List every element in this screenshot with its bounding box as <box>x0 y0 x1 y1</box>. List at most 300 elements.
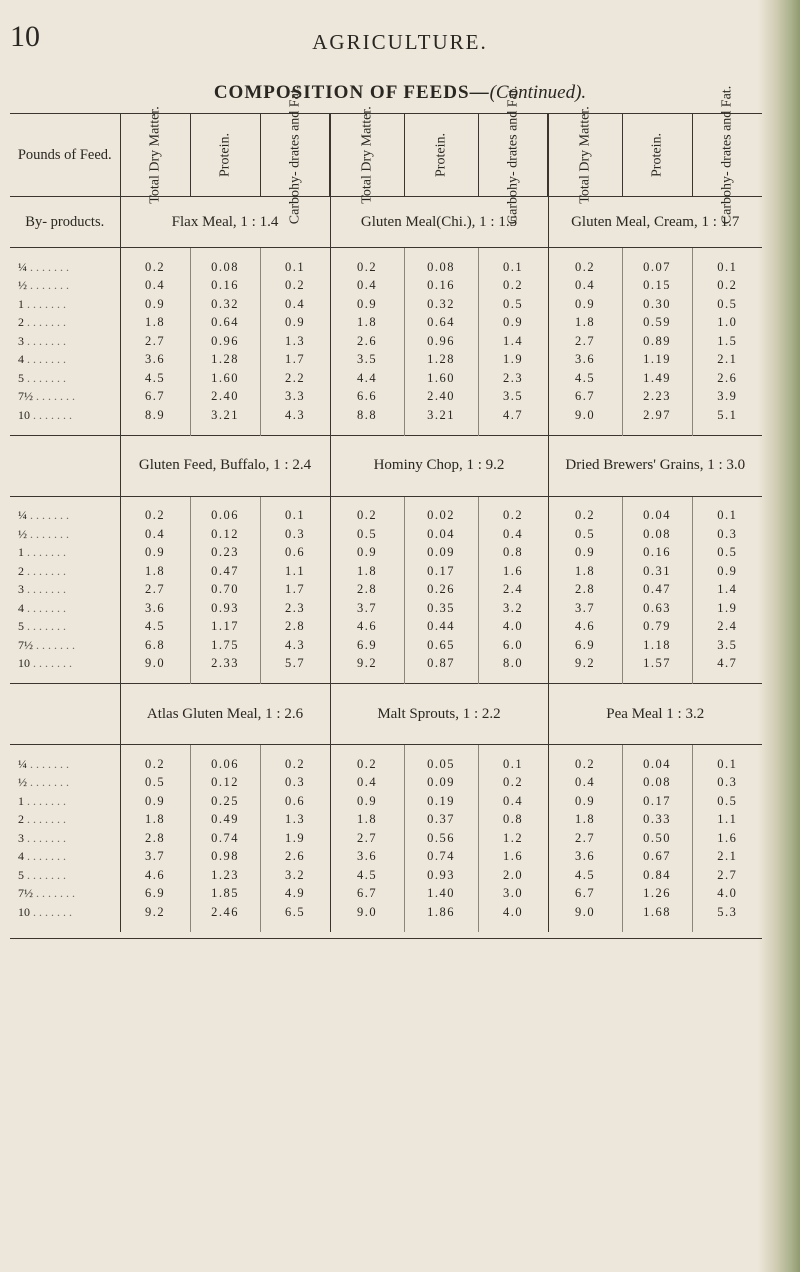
carbohydrates-cell: 0.1 <box>692 258 762 277</box>
table-row <box>10 655 762 674</box>
table-row <box>10 351 762 370</box>
carbohydrates-cell: 3.9 <box>692 388 762 407</box>
carbohydrates-cell: 2.2 <box>260 369 330 388</box>
pounds-label: 5 . . . . . . . <box>18 370 66 385</box>
dry-matter-cell: 0.2 <box>548 258 622 277</box>
table-row <box>10 618 762 637</box>
carbohydrates-cell: 3.3 <box>260 388 330 407</box>
carbohydrates-header: Carbohy- drates and Fat. <box>260 114 330 197</box>
dry-matter-cell: 9.0 <box>330 903 404 922</box>
carbohydrates-cell: 4.7 <box>692 655 762 674</box>
carbohydrates-cell: 0.5 <box>478 295 548 314</box>
protein-cell: 0.19 <box>404 792 478 811</box>
protein-cell: 2.46 <box>190 903 260 922</box>
table-row <box>10 636 762 655</box>
carbohydrates-cell: 3.2 <box>478 599 548 618</box>
carbohydrates-cell: 4.9 <box>260 885 330 904</box>
carbohydrates-cell: 0.3 <box>260 525 330 544</box>
protein-cell: 0.17 <box>622 792 692 811</box>
carbohydrates-cell: 2.4 <box>478 581 548 600</box>
table-row <box>10 848 762 867</box>
pounds-label: ¼ . . . . . . . <box>18 508 69 523</box>
running-head: AGRICULTURE. <box>312 30 488 54</box>
carbohydrates-cell: 1.1 <box>260 562 330 581</box>
page-edge <box>758 0 800 1272</box>
protein-cell: 0.50 <box>622 829 692 848</box>
dry-matter-cell: 6.6 <box>330 388 404 407</box>
dry-matter-cell: 3.6 <box>120 351 190 370</box>
protein-cell: 0.32 <box>404 295 478 314</box>
dry-matter-cell: 9.2 <box>548 655 622 674</box>
carbohydrates-cell: 4.0 <box>692 885 762 904</box>
protein-cell: 0.31 <box>622 562 692 581</box>
carbohydrates-cell: 2.6 <box>260 848 330 867</box>
dry-matter-cell: 3.6 <box>548 848 622 867</box>
dry-matter-cell: 9.2 <box>330 655 404 674</box>
protein-cell: 1.60 <box>190 369 260 388</box>
dry-matter-cell: 9.0 <box>548 903 622 922</box>
protein-cell: 1.40 <box>404 885 478 904</box>
dry-matter-cell: 4.5 <box>120 369 190 388</box>
pounds-label: 7½ . . . . . . . <box>18 389 75 404</box>
feed-name: Gluten Feed, Buffalo, 1 : 2.4 <box>120 435 330 496</box>
protein-cell: 0.87 <box>404 655 478 674</box>
carbohydrates-cell: 1.6 <box>478 562 548 581</box>
carbohydrates-cell: 0.4 <box>478 792 548 811</box>
protein-cell: 0.02 <box>404 507 478 526</box>
carbohydrates-cell: 0.1 <box>478 755 548 774</box>
carbohydrates-cell: 0.9 <box>260 314 330 333</box>
dry-matter-cell: 3.7 <box>548 599 622 618</box>
dry-matter-header: Total Dry Matter. <box>548 114 622 197</box>
dry-matter-cell: 1.8 <box>330 314 404 333</box>
protein-cell: 1.60 <box>404 369 478 388</box>
dry-matter-cell: 3.7 <box>120 848 190 867</box>
table-row <box>10 581 762 600</box>
dry-matter-cell: 2.7 <box>548 332 622 351</box>
carbohydrates-cell: 0.6 <box>260 544 330 563</box>
carbohydrates-cell: 6.0 <box>478 636 548 655</box>
dry-matter-cell: 1.8 <box>120 562 190 581</box>
dry-matter-cell: 0.4 <box>120 525 190 544</box>
pounds-label: ½ . . . . . . . <box>18 526 69 541</box>
dry-matter-cell: 1.8 <box>330 811 404 830</box>
pounds-label: ½ . . . . . . . <box>18 278 69 293</box>
protein-cell: 1.85 <box>190 885 260 904</box>
dry-matter-cell: 0.2 <box>120 258 190 277</box>
protein-cell: 0.93 <box>404 866 478 885</box>
dry-matter-cell: 8.9 <box>120 406 190 425</box>
carbohydrates-cell: 5.3 <box>692 903 762 922</box>
protein-cell: 0.84 <box>622 866 692 885</box>
carbohydrates-cell: 2.7 <box>692 866 762 885</box>
carbohydrates-cell: 0.2 <box>260 755 330 774</box>
table-row <box>10 885 762 904</box>
table-row <box>10 369 762 388</box>
carbohydrates-cell: 5.1 <box>692 406 762 425</box>
protein-cell: 1.86 <box>404 903 478 922</box>
dry-matter-cell: 0.4 <box>548 774 622 793</box>
dry-matter-cell: 4.5 <box>120 618 190 637</box>
feed-name: Hominy Chop, 1 : 9.2 <box>330 435 548 496</box>
dry-matter-cell: 1.8 <box>548 562 622 581</box>
table-row <box>10 406 762 425</box>
dry-matter-cell: 0.4 <box>120 277 190 296</box>
pounds-label: 1 . . . . . . . <box>18 296 66 311</box>
protein-cell: 2.40 <box>190 388 260 407</box>
dry-matter-cell: 0.9 <box>330 544 404 563</box>
carbohydrates-cell: 0.6 <box>260 792 330 811</box>
pounds-label: 4 . . . . . . . <box>18 352 66 367</box>
carbohydrates-header: Carbohy- drates and Fat. <box>692 114 762 197</box>
dry-matter-cell: 0.9 <box>120 295 190 314</box>
dry-matter-cell: 0.5 <box>120 774 190 793</box>
table-row <box>10 277 762 296</box>
carbohydrates-cell: 4.0 <box>478 618 548 637</box>
protein-cell: 0.07 <box>622 258 692 277</box>
carbohydrates-cell: 1.4 <box>692 581 762 600</box>
protein-cell: 1.28 <box>404 351 478 370</box>
title-main: COMPOSITION OF FEEDS <box>213 82 470 103</box>
pounds-label: 1 . . . . . . . <box>18 793 66 808</box>
protein-cell: 0.16 <box>190 277 260 296</box>
protein-cell: 2.33 <box>190 655 260 674</box>
section-label: By- products. <box>10 197 120 248</box>
dry-matter-cell: 0.9 <box>548 792 622 811</box>
protein-cell: 0.16 <box>622 544 692 563</box>
protein-cell: 2.97 <box>622 406 692 425</box>
carbohydrates-cell: 0.3 <box>692 774 762 793</box>
carbohydrates-cell: 1.5 <box>692 332 762 351</box>
protein-cell: 0.70 <box>190 581 260 600</box>
protein-cell: 0.64 <box>404 314 478 333</box>
carbohydrates-cell: 5.7 <box>260 655 330 674</box>
protein-cell: 0.09 <box>404 774 478 793</box>
dry-matter-cell: 9.2 <box>120 903 190 922</box>
protein-header: Protein. <box>190 114 260 197</box>
dry-matter-cell: 0.2 <box>330 507 404 526</box>
pounds-label: 2 . . . . . . . <box>18 563 66 578</box>
carbohydrates-cell: 4.3 <box>260 636 330 655</box>
protein-cell: 3.21 <box>190 406 260 425</box>
protein-cell: 0.93 <box>190 599 260 618</box>
dry-matter-cell: 6.7 <box>548 885 622 904</box>
feed-name: Gluten Meal(Chi.), 1 : 1.5 <box>330 197 548 248</box>
dry-matter-cell: 6.9 <box>120 885 190 904</box>
protein-cell: 0.74 <box>190 829 260 848</box>
dry-matter-cell: 2.7 <box>548 829 622 848</box>
dry-matter-cell: 0.9 <box>330 295 404 314</box>
carbohydrates-cell: 1.6 <box>692 829 762 848</box>
dry-matter-cell: 2.7 <box>330 829 404 848</box>
table-row <box>10 829 762 848</box>
dry-matter-cell: 2.8 <box>548 581 622 600</box>
table-row <box>10 903 762 922</box>
protein-cell: 0.63 <box>622 599 692 618</box>
protein-cell: 0.47 <box>190 562 260 581</box>
protein-cell: 0.06 <box>190 507 260 526</box>
title-suffix: (Continued). <box>489 82 587 103</box>
protein-cell: 0.96 <box>190 332 260 351</box>
carbohydrates-header: Carbohy- drates and Fat. <box>478 114 548 197</box>
protein-cell: 0.37 <box>404 811 478 830</box>
carbohydrates-cell: 2.8 <box>260 618 330 637</box>
protein-cell: 0.96 <box>404 332 478 351</box>
protein-cell: 2.23 <box>622 388 692 407</box>
carbohydrates-cell: 1.9 <box>260 829 330 848</box>
protein-cell: 0.09 <box>404 544 478 563</box>
table-row <box>10 295 762 314</box>
dry-matter-cell: 0.9 <box>120 544 190 563</box>
dry-matter-cell: 6.9 <box>330 636 404 655</box>
carbohydrates-cell: 0.4 <box>478 525 548 544</box>
dry-matter-cell: 4.6 <box>548 618 622 637</box>
carbohydrates-cell: 1.9 <box>692 599 762 618</box>
protein-cell: 0.04 <box>404 525 478 544</box>
carbohydrates-cell: 2.6 <box>692 369 762 388</box>
protein-cell: 0.67 <box>622 848 692 867</box>
section-label <box>10 684 120 745</box>
protein-cell: 0.33 <box>622 811 692 830</box>
dry-matter-cell: 6.7 <box>120 388 190 407</box>
dry-matter-header: Total Dry Matter. <box>330 114 404 197</box>
dry-matter-cell: 0.9 <box>330 792 404 811</box>
carbohydrates-cell: 0.1 <box>478 258 548 277</box>
protein-cell: 0.59 <box>622 314 692 333</box>
feed-names-row <box>10 197 762 248</box>
carbohydrates-cell: 0.9 <box>478 314 548 333</box>
carbohydrates-cell: 1.3 <box>260 332 330 351</box>
table-row <box>10 599 762 618</box>
protein-cell: 0.26 <box>404 581 478 600</box>
protein-header: Protein. <box>622 114 692 197</box>
carbohydrates-cell: 1.0 <box>692 314 762 333</box>
table-row <box>10 755 762 774</box>
protein-cell: 0.04 <box>622 755 692 774</box>
pounds-label: ¼ . . . . . . . <box>18 756 69 771</box>
table-title: COMPOSITION OF FEEDS—(Continued). <box>213 82 587 103</box>
dry-matter-cell: 2.8 <box>120 829 190 848</box>
table-row <box>10 544 762 563</box>
dry-matter-cell: 6.8 <box>120 636 190 655</box>
protein-cell: 0.49 <box>190 811 260 830</box>
dry-matter-cell: 0.5 <box>548 525 622 544</box>
pounds-label: 10 . . . . . . . <box>18 656 72 671</box>
feed-names-row <box>10 435 762 496</box>
carbohydrates-cell: 0.2 <box>692 277 762 296</box>
carbohydrates-cell: 2.0 <box>478 866 548 885</box>
carbohydrates-cell: 0.3 <box>692 525 762 544</box>
protein-cell: 0.23 <box>190 544 260 563</box>
dry-matter-cell: 0.9 <box>548 295 622 314</box>
carbohydrates-cell: 1.7 <box>260 581 330 600</box>
dry-matter-cell: 0.4 <box>548 277 622 296</box>
dry-matter-cell: 0.2 <box>548 755 622 774</box>
carbohydrates-cell: 3.5 <box>478 388 548 407</box>
protein-cell: 0.17 <box>404 562 478 581</box>
pounds-label: 10 . . . . . . . <box>18 407 72 422</box>
carbohydrates-cell: 0.2 <box>478 774 548 793</box>
pounds-label: 5 . . . . . . . <box>18 867 66 882</box>
protein-cell: 1.75 <box>190 636 260 655</box>
pounds-label: ¼ . . . . . . . <box>18 259 69 274</box>
feed-names-row <box>10 684 762 745</box>
dry-matter-cell: 6.7 <box>548 388 622 407</box>
dry-matter-cell: 0.2 <box>120 507 190 526</box>
carbohydrates-cell: 2.3 <box>260 599 330 618</box>
carbohydrates-cell: 0.5 <box>692 295 762 314</box>
pounds-label: 3 . . . . . . . <box>18 830 66 845</box>
table-row <box>10 258 762 277</box>
table-row <box>10 866 762 885</box>
protein-cell: 0.05 <box>404 755 478 774</box>
carbohydrates-cell: 2.4 <box>692 618 762 637</box>
carbohydrates-cell: 0.3 <box>260 774 330 793</box>
pounds-label: 7½ . . . . . . . <box>18 886 75 901</box>
protein-cell: 0.08 <box>190 258 260 277</box>
pounds-of-feed-header: Pounds of Feed. <box>10 114 120 197</box>
protein-cell: 1.49 <box>622 369 692 388</box>
protein-cell: 0.08 <box>622 525 692 544</box>
protein-header: Protein. <box>404 114 478 197</box>
feed-name: Flax Meal, 1 : 1.4 <box>120 197 330 248</box>
protein-cell: 3.21 <box>404 406 478 425</box>
carbohydrates-cell: 4.7 <box>478 406 548 425</box>
feed-name: Atlas Gluten Meal, 1 : 2.6 <box>120 684 330 745</box>
dry-matter-cell: 2.7 <box>120 332 190 351</box>
protein-cell: 0.15 <box>622 277 692 296</box>
pounds-label: 4 . . . . . . . <box>18 849 66 864</box>
pounds-label: 4 . . . . . . . <box>18 600 66 615</box>
carbohydrates-cell: 4.0 <box>478 903 548 922</box>
pounds-label: 3 . . . . . . . <box>18 333 66 348</box>
dry-matter-cell: 1.8 <box>120 811 190 830</box>
carbohydrates-cell: 0.5 <box>692 792 762 811</box>
protein-cell: 1.57 <box>622 655 692 674</box>
page-number: 10 <box>10 20 40 53</box>
pounds-label: 1 . . . . . . . <box>18 545 66 560</box>
protein-cell: 0.65 <box>404 636 478 655</box>
dry-matter-cell: 0.9 <box>120 792 190 811</box>
dry-matter-cell: 4.4 <box>330 369 404 388</box>
dry-matter-cell: 9.0 <box>548 406 622 425</box>
protein-cell: 0.79 <box>622 618 692 637</box>
dry-matter-cell: 4.6 <box>120 866 190 885</box>
header-row <box>10 114 762 197</box>
dry-matter-cell: 0.4 <box>330 277 404 296</box>
dry-matter-cell: 3.6 <box>330 848 404 867</box>
protein-cell: 0.04 <box>622 507 692 526</box>
protein-cell: 0.12 <box>190 525 260 544</box>
feed-name: Malt Sprouts, 1 : 2.2 <box>330 684 548 745</box>
dry-matter-cell: 3.7 <box>330 599 404 618</box>
pounds-label: 10 . . . . . . . <box>18 904 72 919</box>
dry-matter-cell: 3.6 <box>548 351 622 370</box>
carbohydrates-cell: 1.7 <box>260 351 330 370</box>
protein-cell: 1.23 <box>190 866 260 885</box>
dry-matter-cell: 4.6 <box>330 618 404 637</box>
dry-matter-cell: 6.7 <box>330 885 404 904</box>
protein-cell: 0.08 <box>404 258 478 277</box>
dry-matter-cell: 4.5 <box>330 866 404 885</box>
carbohydrates-cell: 3.5 <box>692 636 762 655</box>
protein-cell: 0.98 <box>190 848 260 867</box>
protein-cell: 0.44 <box>404 618 478 637</box>
protein-cell: 0.06 <box>190 755 260 774</box>
carbohydrates-cell: 2.1 <box>692 848 762 867</box>
protein-cell: 1.17 <box>190 618 260 637</box>
carbohydrates-cell: 0.1 <box>260 258 330 277</box>
table-row <box>10 332 762 351</box>
table-row <box>10 388 762 407</box>
dry-matter-cell: 2.8 <box>330 581 404 600</box>
carbohydrates-cell: 0.2 <box>478 507 548 526</box>
protein-cell: 0.64 <box>190 314 260 333</box>
dry-matter-cell: 3.5 <box>330 351 404 370</box>
table-row <box>10 525 762 544</box>
pounds-label: 5 . . . . . . . <box>18 619 66 634</box>
carbohydrates-cell: 0.5 <box>692 544 762 563</box>
carbohydrates-cell: 3.2 <box>260 866 330 885</box>
dry-matter-cell: 4.5 <box>548 369 622 388</box>
protein-cell: 0.56 <box>404 829 478 848</box>
protein-cell: 0.35 <box>404 599 478 618</box>
carbohydrates-cell: 1.6 <box>478 848 548 867</box>
protein-cell: 0.47 <box>622 581 692 600</box>
carbohydrates-cell: 1.3 <box>260 811 330 830</box>
protein-cell: 0.89 <box>622 332 692 351</box>
feed-name: Gluten Meal, Cream, 1 : 1.7 <box>548 197 762 248</box>
table-row <box>10 314 762 333</box>
carbohydrates-cell: 0.1 <box>260 507 330 526</box>
carbohydrates-cell: 1.9 <box>478 351 548 370</box>
pounds-label: ½ . . . . . . . <box>18 775 69 790</box>
carbohydrates-cell: 0.2 <box>478 277 548 296</box>
carbohydrates-cell: 0.1 <box>692 507 762 526</box>
protein-cell: 1.18 <box>622 636 692 655</box>
carbohydrates-cell: 1.2 <box>478 829 548 848</box>
carbohydrates-cell: 1.1 <box>692 811 762 830</box>
section-label <box>10 435 120 496</box>
dry-matter-cell: 6.9 <box>548 636 622 655</box>
carbohydrates-cell: 3.0 <box>478 885 548 904</box>
pounds-label: 2 . . . . . . . <box>18 315 66 330</box>
dry-matter-cell: 1.8 <box>548 314 622 333</box>
protein-cell: 0.12 <box>190 774 260 793</box>
dry-matter-header: Total Dry Matter. <box>120 114 190 197</box>
table-row <box>10 562 762 581</box>
carbohydrates-cell: 6.5 <box>260 903 330 922</box>
carbohydrates-cell: 2.3 <box>478 369 548 388</box>
dry-matter-cell: 1.8 <box>330 562 404 581</box>
feed-name: Dried Brewers' Grains, 1 : 3.0 <box>548 435 762 496</box>
carbohydrates-cell: 0.8 <box>478 811 548 830</box>
carbohydrates-cell: 0.2 <box>260 277 330 296</box>
dry-matter-cell: 0.9 <box>548 544 622 563</box>
dry-matter-cell: 0.2 <box>330 258 404 277</box>
pounds-label: 7½ . . . . . . . <box>18 637 75 652</box>
dry-matter-cell: 9.0 <box>120 655 190 674</box>
dry-matter-cell: 0.5 <box>330 525 404 544</box>
table-row <box>10 507 762 526</box>
protein-cell: 0.30 <box>622 295 692 314</box>
dry-matter-cell: 0.2 <box>120 755 190 774</box>
dry-matter-cell: 0.2 <box>548 507 622 526</box>
carbohydrates-cell: 8.0 <box>478 655 548 674</box>
table-row <box>10 811 762 830</box>
dry-matter-cell: 8.8 <box>330 406 404 425</box>
protein-cell: 2.40 <box>404 388 478 407</box>
